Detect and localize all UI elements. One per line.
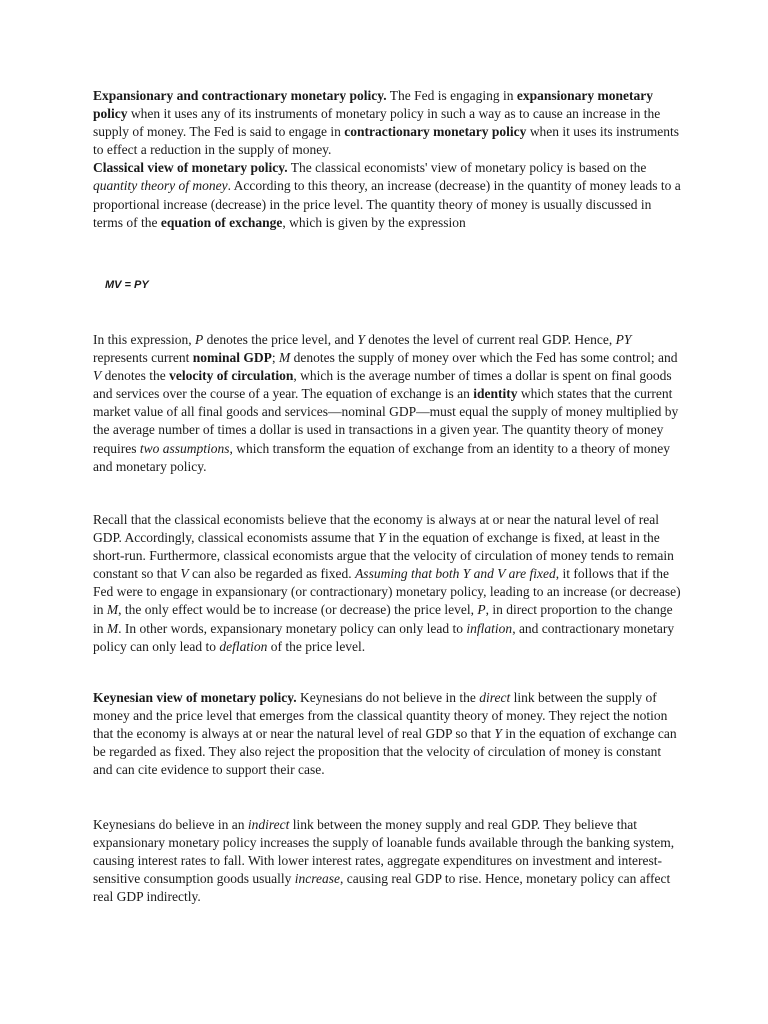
heading-expansionary-contractionary: Expansionary and contractionary monetary policy. <box>93 88 387 103</box>
term-expansionary-monetary-policy: expansionary monetary policy <box>93 88 653 122</box>
term-two-assumptions: two assumptions <box>139 440 230 456</box>
term-contractionary-monetary-policy: contractionary monetary policy <box>344 124 527 140</box>
term-identity: identity <box>473 386 518 402</box>
heading-keynesian-view: Keynesian view of monetary policy. <box>93 690 297 705</box>
term-equation-of-exchange: equation of exchange <box>160 214 283 230</box>
paragraph-equation-explanation: In this expression, P denotes the price level, and Y denotes the level of current real GDP. Hence, PY represents current nominal GDP; M denotes the supply of money over which the Fed has some control; and V denotes the velocity of circulation, which is the average number of times a dollar is spent on final goods and services over the course of a year. The equation of exchange is an identity which states that the current market value of all final goods and services—nominal GDP—must equal the supply of money multiplied by the average number of times a dollar is used in transactions in a given year. The quantity theory of money requires two assumptions, which transform the equation of exchange from an identity to a theory of money and monetary policy. <box>93 332 679 474</box>
term-nominal-gdp: nominal GDP <box>192 350 272 366</box>
paragraph-keynesian-view: Keynesian view of monetary policy. Keynesians do not believe in the direct link between the supply of money and the price level that emerges from the classical quantity theory of money. They reject the notion that the economy is always at or near the natural level of real GDP so that Y in the equation of exchange can be regarded as fixed. They also reject the proposition that the velocity of circulation of money is constant and can cite evidence to support their case. <box>93 690 677 778</box>
term-quantity-theory: quantity theory of money <box>93 178 228 194</box>
paragraph-keynesian-indirect-link: Keynesians do believe in an indirect link between the money supply and real GDP. They believe that expansionary monetary policy increases the supply of loanable funds available through the banking system, causing interest rates to fall. With lower interest rates, aggregate expenditures on investment and interest-sensitive consumption goods usually increase, causing real GDP to rise. Hence, monetary policy can affect real GDP indirectly. <box>93 817 675 905</box>
term-velocity-of-circulation: velocity of circulation <box>169 368 294 384</box>
equation-of-exchange-formula: MV = PY <box>105 279 149 291</box>
paragraph-monetary-policy-intro: Expansionary and contractionary monetary policy. The Fed is engaging in expansionary monetary policy when it uses any of its instruments of monetary policy in such a way as to cause an increase in the supply of money. The Fed is said to engage in contractionary monetary policy when it uses its instruments to effect a reduction in the supply of money. Classical view of monetary policy. The classical economists' view of monetary policy is based on the quantity theory of money. According to this theory, an increase (decrease) in the quantity of money leads to a proportional increase (decrease) in the price level. The quantity theory of money is usually discussed in terms of the equation of exchange, which is given by the expression <box>93 88 681 230</box>
paragraph-classical-assumptions: Recall that the classical economists believe that the economy is always at or near the natural level of real GDP. Accordingly, classical economists assume that Y in the equation of exchange is fixed, at least in the short-run. Furthermore, classical economists argue that the velocity of circulation of money tends to remain constant so that V can also be regarded as fixed. Assuming that both Y and V are fixed, it follows that if the Fed were to engage in expansionary (or contractionary) monetary policy, leading to an increase (or decrease) in M, the only effect would be to increase (or decrease) the price level, P, in direct proportion to the change in M. In other words, expansionary monetary policy can only lead to inflation, and contractionary monetary policy can only lead to deflation of the price level. <box>93 512 681 654</box>
heading-classical-view: Classical view of monetary policy. <box>93 160 288 176</box>
term-inflation: inflation <box>466 620 513 636</box>
term-deflation: deflation <box>219 638 268 654</box>
